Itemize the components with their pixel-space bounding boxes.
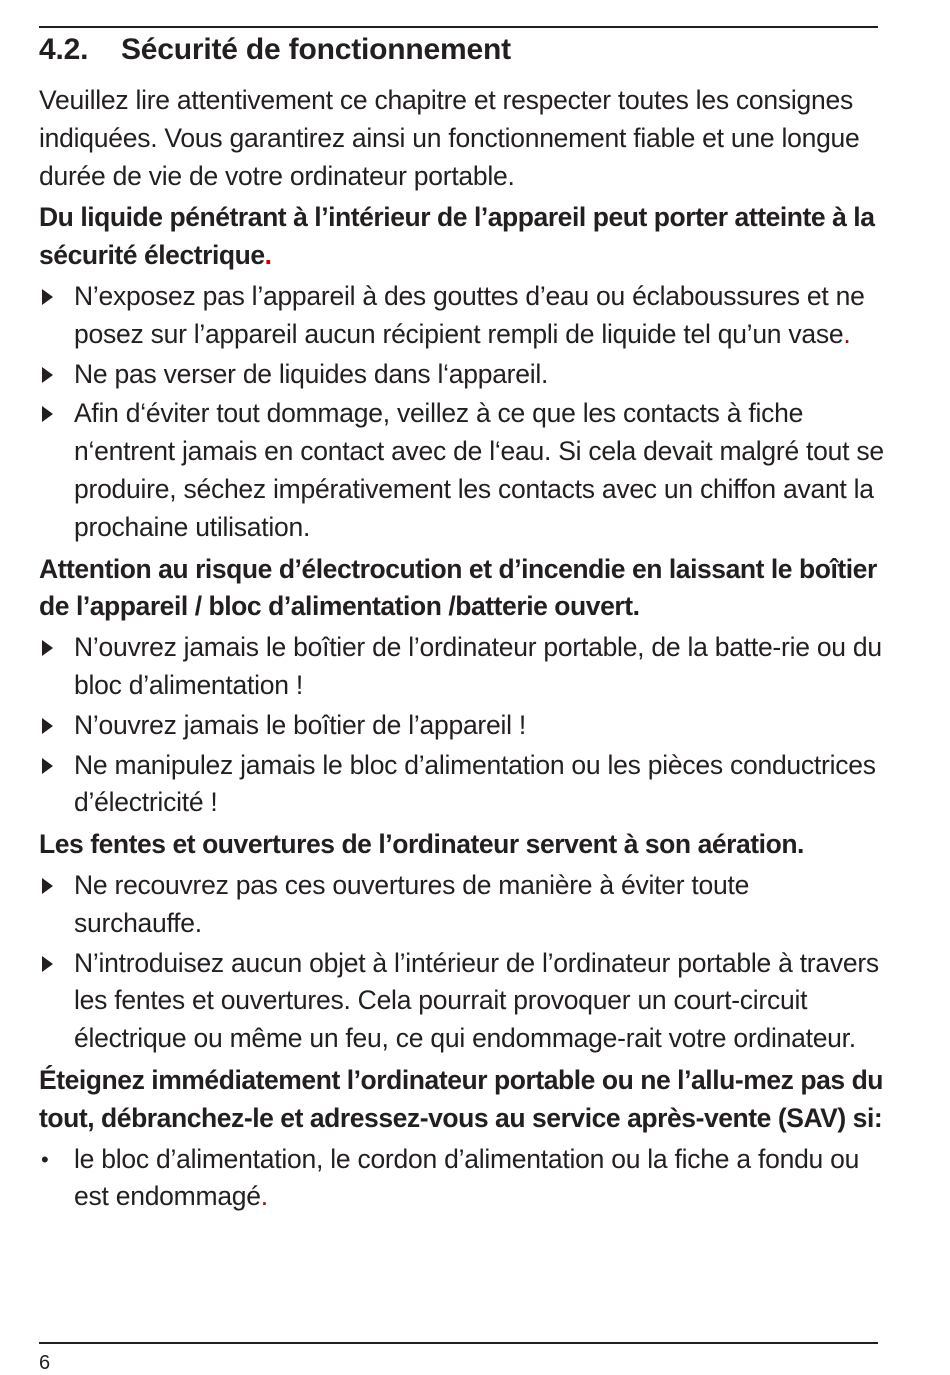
instruction-list bbox=[39, 278, 884, 547]
list-item-text: le bloc d’alimentation, le cordon d’alimentation ou la fiche a fondu ou est endommagé bbox=[74, 1143, 860, 1212]
warning-group-liquid bbox=[39, 199, 884, 546]
top-rule bbox=[39, 26, 878, 28]
warning-group-service bbox=[39, 1062, 884, 1216]
list-item-text: N’ouvrez jamais le boîtier de l’appareil ! bbox=[74, 709, 526, 740]
list-item bbox=[39, 629, 884, 705]
instruction-list bbox=[39, 629, 884, 822]
triangle-bullet-icon bbox=[42, 406, 53, 422]
list-item bbox=[39, 1141, 884, 1217]
list-item-text: N’introduisez aucun objet à l’intérieur de l’ordinateur portable à travers les fentes et ouvertures. Cela pourrait provoquer un court-circuit électrique ou même un feu, ce qui endommage-rait votre ordinateur. bbox=[74, 947, 879, 1054]
triangle-bullet-icon bbox=[42, 956, 53, 972]
page-number: 6 bbox=[39, 1352, 51, 1374]
section-heading bbox=[39, 33, 511, 67]
warning-end-mark: . bbox=[264, 240, 272, 271]
condition-list bbox=[39, 1141, 884, 1217]
warning-group-electrocution bbox=[39, 551, 884, 823]
list-item-text: Ne manipulez jamais le bloc d’alimentation ou les pièces conductrices d’électricité ! bbox=[74, 749, 876, 818]
warning-liquid bbox=[39, 199, 884, 275]
list-item bbox=[39, 747, 884, 823]
warning-electrocution: Attention au risque d’électrocution et d’incendie en laissant le boîtier de l’appareil / bloc d’alimentation /batterie ouvert. bbox=[39, 553, 877, 622]
triangle-bullet-icon bbox=[42, 718, 53, 734]
list-item-end-mark: . bbox=[260, 1181, 268, 1212]
triangle-bullet-icon bbox=[42, 758, 53, 774]
triangle-bullet-icon bbox=[42, 289, 53, 305]
section-number: 4.2. bbox=[39, 33, 89, 66]
list-item bbox=[39, 356, 884, 394]
list-item-text: Ne pas verser de liquides dans l‘appareil. bbox=[74, 358, 549, 389]
triangle-bullet-icon bbox=[42, 640, 53, 656]
instruction-list bbox=[39, 867, 884, 1058]
list-item-text: Ne recouvrez pas ces ouvertures de manière à éviter toute surchauffe. bbox=[74, 869, 750, 938]
list-item-text: N’exposez pas l’appareil à des gouttes d’eau ou éclaboussures et ne posez sur l’appareil aucun récipient rempli de liquide tel qu’un vase bbox=[74, 280, 865, 349]
list-item bbox=[39, 945, 884, 1058]
section-body bbox=[39, 82, 884, 1220]
list-item bbox=[39, 395, 884, 546]
warning-service: Éteignez immédiatement l’ordinateur portable ou ne l’allu-mez pas du tout, débranchez-le et adressez-vous au service après-vente (SAV) si: bbox=[39, 1064, 884, 1133]
warning-group-ventilation bbox=[39, 826, 884, 1058]
triangle-bullet-icon bbox=[42, 367, 53, 383]
triangle-bullet-icon bbox=[42, 878, 53, 894]
list-item-end-mark: . bbox=[843, 318, 851, 349]
intro-paragraph: Veuillez lire attentivement ce chapitre et respecter toutes les consignes indiquées. Vous garantirez ainsi un fonctionnement fiable et une longue durée de vie de votre ordinateur portable. bbox=[39, 85, 860, 191]
warning-ventilation: Les fentes et ouvertures de l’ordinateur servent à son aération. bbox=[39, 829, 804, 860]
section-title: Sécurité de fonctionnement bbox=[121, 33, 511, 66]
list-item-text: Afin d‘éviter tout dommage, veillez à ce que les contacts à fiche n‘entrent jamais en contact avec de l‘eau. Si cela devait malgré tout se produire, séchez impérativement les contacts avec un chiffon avant la prochaine utilisation. bbox=[74, 398, 884, 542]
warning-text: Du liquide pénétrant à l’intérieur de l’appareil peut porter atteinte à la sécurité électrique bbox=[39, 202, 875, 271]
list-item-text: N’ouvrez jamais le boîtier de l’ordinateur portable, de la batte-rie ou du bloc d’alimentation ! bbox=[74, 632, 882, 700]
list-item bbox=[39, 867, 884, 943]
bottom-rule bbox=[39, 1342, 878, 1344]
list-item bbox=[39, 707, 884, 745]
list-item bbox=[39, 278, 884, 354]
dot-bullet-icon: • bbox=[41, 1146, 49, 1172]
